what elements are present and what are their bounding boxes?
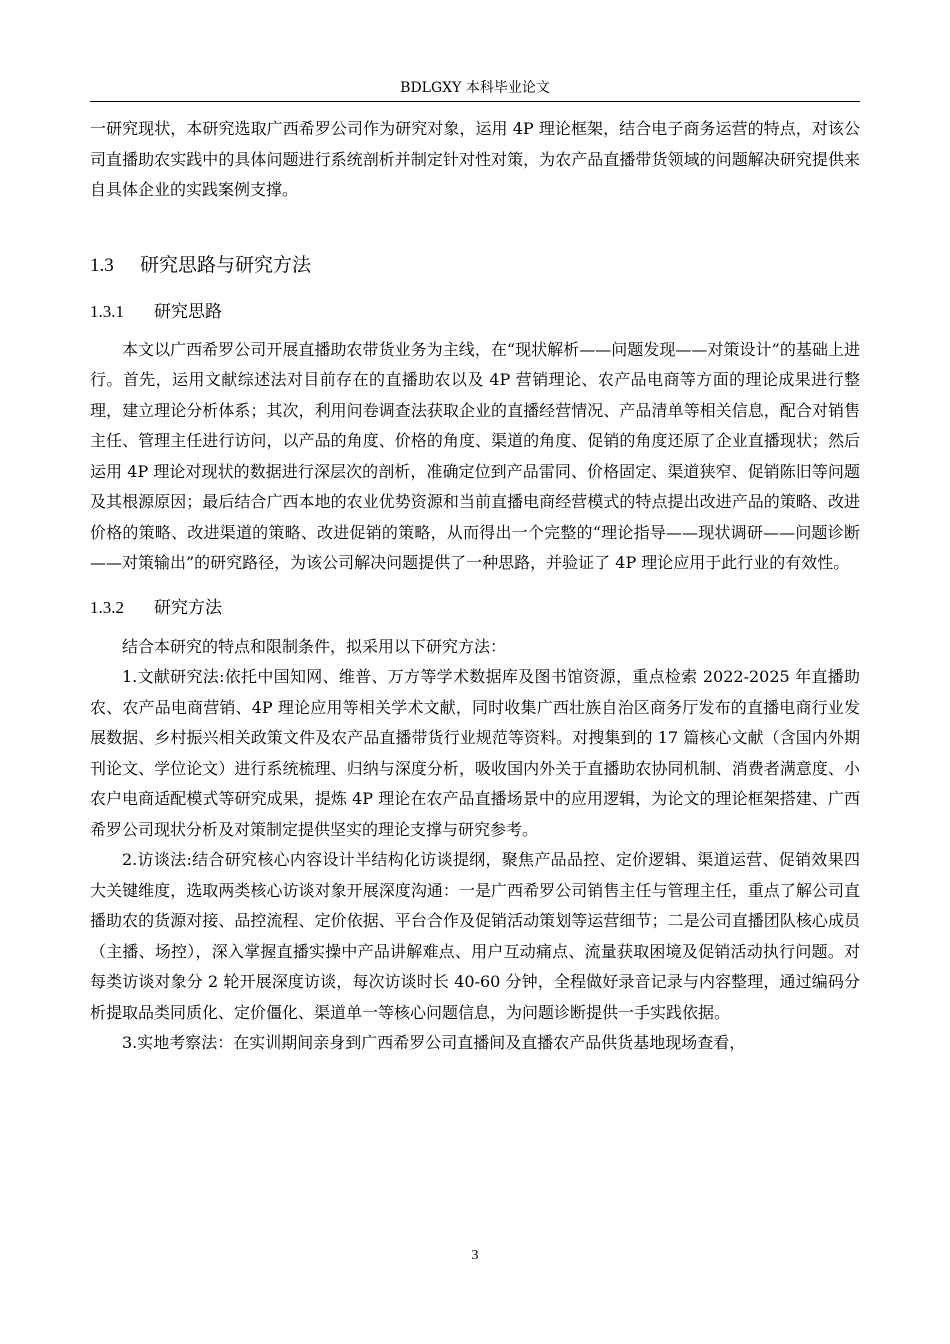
subsection-number: 1.3.1 [90, 301, 124, 321]
running-header: BDLGXY 本科毕业论文 [400, 80, 550, 96]
subsection-heading-1-3-2 [90, 593, 860, 623]
page-body [90, 114, 860, 1059]
paragraph-methods-intro: 结合本研究的特点和限制条件，拟采用以下研究方法： [122, 636, 507, 656]
subsection-title: 研究方法 [154, 597, 222, 618]
paragraph-method-literature: 1.文献研究法:依托中国知网、维普、万方等学术数据库及图书馆资源，重点检索 2022-2025 年直播助农、农产品电商营销、4P 理论应用等相关学术文献，同时收集广西壮族自治区商务厅发布的直播电商行业发展数据、乡村振兴相关政策文件及农产品直播带货行业规范等资料。对搜集到的 17 篇核心文献（含国内外期刊论文、学位论文）进行系统梳理、归纳与深度分析，吸收国内外关于直播助农协同机制、消费者满意度、小农户电商适配模式等研究成果，提炼 4P 理论在农产品直播场景中的应用逻辑，为论文的理论框架搭建、广西希罗公司现状分析及对策制定提供坚实的理论支撑与研究参考。 [90, 667, 860, 839]
subsection-number: 1.3.2 [90, 597, 124, 617]
paragraph-continuation: 一研究现状，本研究选取广西希罗公司作为研究对象，运用 4P 理论框架，结合电子商务运营的特点，对该公司直播助农实践中的具体问题进行系统剖析并制定针对性对策，为农产品直播带货领域的问题解决研究提供来自具体企业的实践案例支撑。 [90, 119, 860, 199]
paragraph-method-interview: 2.访谈法:结合研究核心内容设计半结构化访谈提纲，聚焦产品品控、定价逻辑、渠道运营、促销效果四大关键维度，选取两类核心访谈对象开展深度沟通：一是广西希罗公司销售主任与管理主任，重点了解公司直播助农的货源对接、品控流程、定价依据、平台合作及促销活动策划等运营细节；二是公司直播团队核心成员（主播、场控），深入掌握直播实操中产品讲解难点、用户互动痛点、流量获取困境及促销活动执行问题。对每类访谈对象分 2 轮开展深度访谈，每次访谈时长 40-60 分钟，全程做好录音记录与内容整理，通过编码分析提取品类同质化、定价僵化、渠道单一等核心问题信息，为问题诊断提供一手实践依据。 [90, 850, 860, 1022]
section-number: 1.3 [90, 254, 114, 276]
subsection-title: 研究思路 [154, 301, 222, 322]
page-number: 3 [471, 1248, 479, 1263]
subsection-heading-1-3-1 [90, 297, 860, 327]
section-heading-1-3 [90, 250, 860, 281]
paragraph-method-fieldwork: 3.实地考察法：在实训期间亲身到广西希罗公司直播间及直播农产品供货基地现场查看， [122, 1033, 746, 1052]
section-title: 研究思路与研究方法 [140, 253, 312, 276]
header-rule [90, 101, 860, 102]
paragraph-research-approach: 本文以广西希罗公司开展直播助农带货业务为主线，在“现状解析——问题发现——对策设计”的基础上进行。首先，运用文献综述法对目前存在的直播助农以及 4P 营销理论、农产品电商等方面的理论成果进行整理，建立理论分析体系；其次，利用问卷调查法获取企业的直播经营情况、产品清单等相关信息，配合对销售主任、管理主任进行访问，以产品的角度、价格的角度、渠道的角度、促销的角度还原了企业直播现状；然后运用 4P 理论对现状的数据进行深层次的剖析，准确定位到产品雷同、价格固定、渠道狭窄、促销陈旧等问题及其根源原因；最后结合广西本地的农业优势资源和当前直播电商经营模式的特点提出改进产品的策略、改进价格的策略、改进渠道的策略、改进促销的策略，从而得出一个完整的“理论指导——现状调研——问题诊断——对策输出”的研究路径，为该公司解决问题提供了一种思路，并验证了 4P 理论应用于此行业的有效性。 [90, 339, 860, 572]
